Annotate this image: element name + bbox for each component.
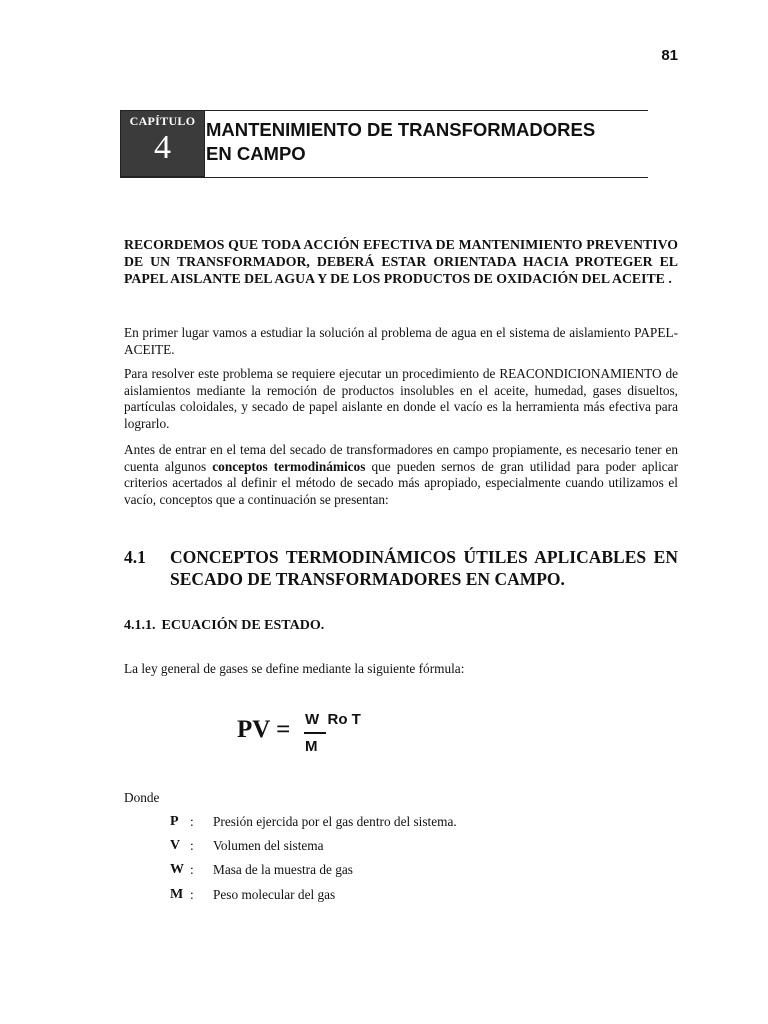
variable-description: Masa de la muestra de gas [213,862,353,877]
variable-symbol: P [170,814,179,829]
paragraph-3 [124,442,678,508]
page-number: 81 [661,47,678,64]
subsection-title: ECUACIÓN DE ESTADO. [161,618,325,633]
variable-colon: : [190,814,194,829]
chapter-number: 4 [154,129,171,166]
variable-colon: : [190,862,194,877]
chapter-title: MANTENIMIENTO DE TRANSFORMADORES EN CAMPO [206,119,596,164]
variable-description: Volumen del sistema [213,838,324,853]
variable-symbol: W [170,862,184,877]
variable-description: Peso molecular del gas [213,887,336,902]
fraction-bar [304,732,326,734]
variable-colon: : [190,838,194,853]
variable-description: Presión ejercida por el gas dentro del sistema. [213,814,457,829]
paragraph-4: La ley general de gases se define mediante la siguiente fórmula: [124,661,465,676]
intro-paragraph: RECORDEMOS QUE TODA ACCIÓN EFECTIVA DE MANTENIMIENTO PREVENTIVO DE UN TRANSFORMADOR, DEBERÁ ESTAR ORIENTADA HACIA PROTEGER EL PAPEL AISLANTE DEL AGUA Y DE LOS PRODUCTOS DE OXIDACIÓN DEL ACEITE . [124,237,678,286]
formula-lhs: PV = [237,716,291,743]
formula-denominator: M [305,738,318,755]
chapter-header [120,110,648,178]
paragraph-3-end: que pueden sernos de gran utilidad para poder aplicar criterios acertados al definir el método de secado más apropiado, especialmente cuando utilizamos el vacío, conceptos que a continuación se presentan: [124,458,678,507]
formula-numerator: W Ro T [305,711,361,728]
paragraph-2: Para resolver este problema se requiere ejecutar un procedimiento de REACONDICIONAMIENTO de aislamientos mediante la remoción de productos insolubles en el aceite, humedad, gases disueltos, partículas coloidales, y secado de papel aislante en donde el vacío es la herramienta más efectiva para lograrlo. [124,366,678,431]
variable-symbol: V [170,838,181,853]
subsection-number: 4.1.1. [124,618,156,633]
paragraph-1: En primer lugar vamos a estudiar la solución al problema de agua en el sistema de aislamiento PAPEL-ACEITE. [124,325,678,357]
section-number: 4.1 [124,547,146,567]
variable-symbol: M [170,887,184,902]
paragraph-3-bold: conceptos termodinámicos [212,458,366,474]
section-title: CONCEPTOS TERMODINÁMICOS ÚTILES APLICABLES EN SECADO DE TRANSFORMADORES EN CAMPO. [170,547,678,589]
chapter-badge [120,110,205,177]
variable-colon: : [190,887,194,902]
chapter-label: CAPÍTULO [129,114,196,128]
paragraph-3-start: Antes de entrar en el tema del secado de transformadores en campo propiamente, es necesario tener en cuenta algunos [124,442,678,474]
subsection-heading [124,618,324,634]
donde-label: Donde [124,790,160,805]
